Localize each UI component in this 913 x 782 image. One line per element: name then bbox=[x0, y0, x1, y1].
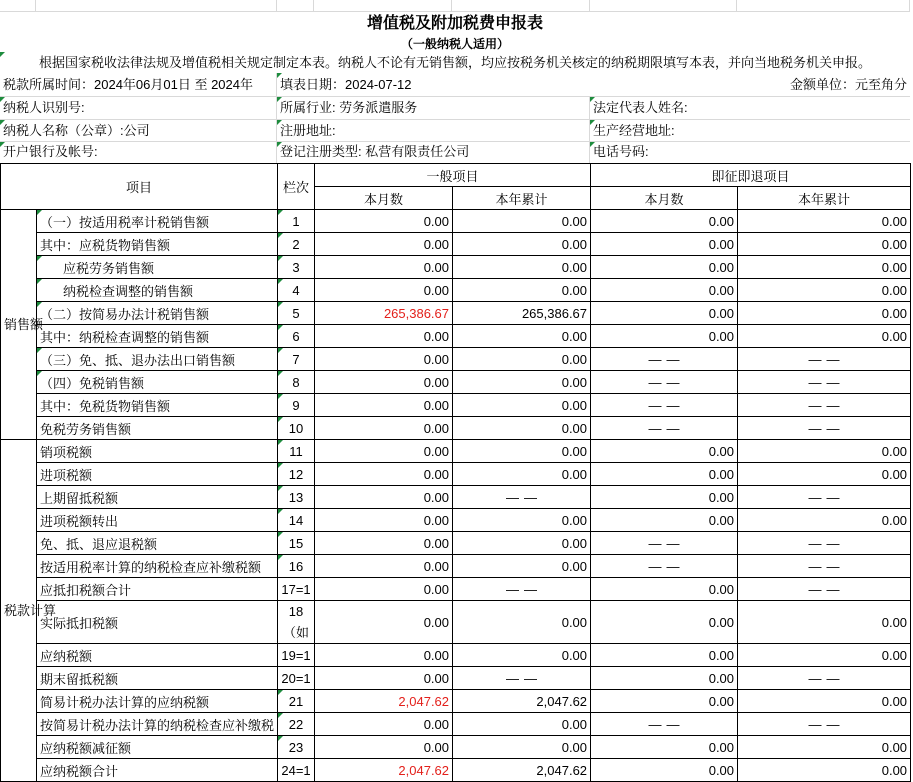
general-year-cell[interactable]: 0.00 bbox=[453, 463, 591, 486]
line-number: 14 bbox=[278, 509, 315, 532]
line-number: 23 bbox=[278, 736, 315, 759]
refund-month-cell[interactable]: —— bbox=[591, 348, 738, 371]
refund-month-cell[interactable]: 0.00 bbox=[591, 325, 738, 348]
refund-year-cell[interactable]: 0.00 bbox=[738, 233, 911, 256]
general-year-cell[interactable]: 0.00 bbox=[453, 279, 591, 302]
form-title: 增值税及附加税费申报表 bbox=[366, 15, 543, 32]
table-row bbox=[1, 667, 911, 690]
header-general-year: 本年累计 bbox=[453, 187, 591, 210]
item-label: 其中：免税货物销售额 bbox=[37, 394, 278, 417]
header-refund-year: 本年累计 bbox=[738, 187, 911, 210]
general-month-cell[interactable]: 0.00 bbox=[315, 736, 453, 759]
section-sales: 销售额 bbox=[1, 210, 37, 440]
refund-year-cell[interactable]: 0.00 bbox=[738, 509, 911, 532]
header-general: 一般项目 bbox=[315, 164, 591, 187]
general-month-cell[interactable]: 0.00 bbox=[315, 601, 453, 644]
line-number: 13 bbox=[278, 486, 315, 509]
table-row bbox=[1, 644, 911, 667]
table-row bbox=[1, 302, 911, 325]
general-month-cell[interactable]: 0.00 bbox=[315, 555, 453, 578]
refund-year-cell[interactable]: —— bbox=[738, 394, 911, 417]
table-row bbox=[1, 394, 911, 417]
item-label: （四）免税销售额 bbox=[37, 371, 278, 394]
line-number: 21 bbox=[278, 690, 315, 713]
general-year-cell[interactable]: 0.00 bbox=[453, 532, 591, 555]
refund-month-cell[interactable]: —— bbox=[591, 555, 738, 578]
refund-year-cell[interactable]: —— bbox=[738, 667, 911, 690]
refund-year-cell[interactable]: 0.00 bbox=[738, 644, 911, 667]
table-row bbox=[1, 371, 911, 394]
general-month-cell[interactable]: 0.00 bbox=[315, 509, 453, 532]
refund-month-cell[interactable]: 0.00 bbox=[591, 486, 738, 509]
spreadsheet-cell[interactable] bbox=[314, 0, 452, 12]
table-row bbox=[1, 463, 911, 486]
spreadsheet-cell[interactable] bbox=[590, 0, 737, 12]
table-row bbox=[1, 532, 911, 555]
amount-unit-cell: 金额单位：元至角分 bbox=[590, 73, 910, 97]
general-year-cell[interactable]: 0.00 bbox=[453, 736, 591, 759]
item-label: 免税劳务销售额 bbox=[37, 417, 278, 440]
general-month-cell[interactable]: 0.00 bbox=[315, 463, 453, 486]
refund-year-cell[interactable]: 0.00 bbox=[738, 256, 911, 279]
table-row bbox=[1, 325, 911, 348]
item-label: 应纳税额 bbox=[37, 644, 278, 667]
header-general-month: 本月数 bbox=[315, 187, 453, 210]
header-line-no: 栏次 bbox=[278, 164, 315, 210]
table-row bbox=[1, 233, 911, 256]
line-number: 8 bbox=[278, 371, 315, 394]
general-month-cell[interactable]: 0.00 bbox=[315, 233, 453, 256]
refund-month-cell[interactable]: 0.00 bbox=[591, 210, 738, 233]
general-month-cell[interactable]: 0.00 bbox=[315, 348, 453, 371]
refund-year-cell[interactable]: 0.00 bbox=[738, 690, 911, 713]
line-number: 4 bbox=[278, 279, 315, 302]
refund-year-cell[interactable]: —— bbox=[738, 486, 911, 509]
general-month-cell[interactable]: 2,047.62 bbox=[315, 690, 453, 713]
phone-cell[interactable]: 电话号码: bbox=[590, 142, 910, 163]
general-year-cell[interactable]: —— bbox=[453, 578, 591, 601]
general-month-cell[interactable]: 0.00 bbox=[315, 371, 453, 394]
item-label: 纳税检查调整的销售额 bbox=[37, 279, 278, 302]
refund-year-cell[interactable]: 0.00 bbox=[738, 279, 911, 302]
refund-month-cell[interactable]: 0.00 bbox=[591, 256, 738, 279]
bank-account-cell[interactable]: 开户银行及帐号: bbox=[0, 142, 277, 163]
line-number: 11 bbox=[278, 440, 315, 463]
refund-year-cell[interactable]: 0.00 bbox=[738, 325, 911, 348]
refund-month-cell[interactable]: 0.00 bbox=[591, 644, 738, 667]
refund-month-cell[interactable]: —— bbox=[591, 394, 738, 417]
table-row bbox=[1, 690, 911, 713]
spreadsheet-cell[interactable] bbox=[452, 0, 590, 12]
refund-year-cell[interactable]: 0.00 bbox=[738, 736, 911, 759]
line-number: 5 bbox=[278, 302, 315, 325]
line-number: 18（如 bbox=[278, 601, 315, 644]
item-label: （二）按简易办法计税销售额 bbox=[37, 302, 278, 325]
item-label: 其中：应税货物销售额 bbox=[37, 233, 278, 256]
general-month-cell[interactable]: 265,386.67 bbox=[315, 302, 453, 325]
line-number: 15 bbox=[278, 532, 315, 555]
general-month-cell[interactable]: 0.00 bbox=[315, 486, 453, 509]
tax-period-cell[interactable]: 税款所属时间：2024年06月01日 至 2024年 bbox=[0, 73, 277, 97]
general-year-cell[interactable]: 0.00 bbox=[453, 644, 591, 667]
spreadsheet-top-row bbox=[0, 0, 910, 12]
spreadsheet-cell[interactable] bbox=[277, 0, 314, 12]
reg-type-cell[interactable]: 登记注册类型: 私营有限责任公司 bbox=[277, 142, 590, 163]
general-month-cell[interactable]: 0.00 bbox=[315, 578, 453, 601]
item-label: （三）免、抵、退办法出口销售额 bbox=[37, 348, 278, 371]
refund-year-cell[interactable]: —— bbox=[738, 348, 911, 371]
general-month-cell[interactable]: 2,047.62 bbox=[315, 759, 453, 782]
refund-year-cell[interactable]: 0.00 bbox=[738, 210, 911, 233]
refund-month-cell[interactable]: 0.00 bbox=[591, 279, 738, 302]
item-label: 应纳税额合计 bbox=[37, 759, 278, 782]
general-month-cell[interactable]: 0.00 bbox=[315, 417, 453, 440]
line-number: 24=1 bbox=[278, 759, 315, 782]
refund-month-cell[interactable]: 0.00 bbox=[591, 601, 738, 644]
line-number: 22 bbox=[278, 713, 315, 736]
refund-year-cell[interactable]: —— bbox=[738, 578, 911, 601]
general-year-cell[interactable]: 0.00 bbox=[453, 601, 591, 644]
refund-month-cell[interactable]: —— bbox=[591, 371, 738, 394]
item-label: 销项税额 bbox=[37, 440, 278, 463]
refund-year-cell[interactable]: —— bbox=[738, 417, 911, 440]
header-immediate-refund: 即征即退项目 bbox=[591, 164, 911, 187]
legal-rep-cell[interactable]: 法定代表人姓名: bbox=[590, 97, 910, 120]
refund-year-cell[interactable]: —— bbox=[738, 532, 911, 555]
table-row bbox=[1, 279, 911, 302]
biz-address-cell[interactable]: 生产经营地址: bbox=[590, 120, 910, 142]
vat-return-table bbox=[0, 163, 911, 782]
general-year-cell[interactable]: 0.00 bbox=[453, 348, 591, 371]
line-number: 10 bbox=[278, 417, 315, 440]
general-year-cell[interactable]: 0.00 bbox=[453, 417, 591, 440]
general-year-cell[interactable]: 0.00 bbox=[453, 440, 591, 463]
item-label: 应纳税额减征额 bbox=[37, 736, 278, 759]
refund-month-cell[interactable]: 0.00 bbox=[591, 667, 738, 690]
general-year-cell[interactable]: 0.00 bbox=[453, 555, 591, 578]
header-refund-month: 本月数 bbox=[591, 187, 738, 210]
refund-month-cell[interactable]: —— bbox=[591, 713, 738, 736]
line-number: 19=1 bbox=[278, 644, 315, 667]
header-row bbox=[1, 164, 911, 187]
table-row bbox=[1, 736, 911, 759]
general-year-cell[interactable]: 0.00 bbox=[453, 509, 591, 532]
table-row bbox=[1, 759, 911, 782]
general-month-cell[interactable]: 0.00 bbox=[315, 325, 453, 348]
item-label: 按适用税率计算的纳税检查应补缴税额 bbox=[37, 555, 278, 578]
item-label: 进项税额转出 bbox=[37, 509, 278, 532]
table-row bbox=[1, 210, 911, 233]
refund-year-cell[interactable]: —— bbox=[738, 555, 911, 578]
line-number: 2 bbox=[278, 233, 315, 256]
item-label: 应税劳务销售额 bbox=[37, 256, 278, 279]
general-year-cell[interactable]: 2,047.62 bbox=[453, 759, 591, 782]
line-number: 17=1 bbox=[278, 578, 315, 601]
reg-address-cell[interactable]: 注册地址: bbox=[277, 120, 590, 142]
table-row bbox=[1, 440, 911, 463]
general-year-cell[interactable]: 0.00 bbox=[453, 371, 591, 394]
refund-month-cell[interactable]: 0.00 bbox=[591, 690, 738, 713]
general-month-cell[interactable]: 0.00 bbox=[315, 256, 453, 279]
item-label: 免、抵、退应退税额 bbox=[37, 532, 278, 555]
refund-year-cell[interactable]: 0.00 bbox=[738, 759, 911, 782]
refund-month-cell[interactable]: 0.00 bbox=[591, 440, 738, 463]
refund-year-cell[interactable]: —— bbox=[738, 371, 911, 394]
industry-cell[interactable]: 所属行业: 劳务派遣服务 bbox=[277, 97, 590, 120]
line-number: 7 bbox=[278, 348, 315, 371]
refund-month-cell[interactable]: —— bbox=[591, 532, 738, 555]
general-year-cell[interactable]: 2,047.62 bbox=[453, 690, 591, 713]
refund-year-cell[interactable]: 0.00 bbox=[738, 463, 911, 486]
refund-year-cell[interactable]: 0.00 bbox=[738, 440, 911, 463]
refund-year-cell[interactable]: —— bbox=[738, 713, 911, 736]
refund-month-cell[interactable]: 0.00 bbox=[591, 302, 738, 325]
line-number: 20=1 bbox=[278, 667, 315, 690]
general-year-cell[interactable]: 0.00 bbox=[453, 394, 591, 417]
refund-month-cell[interactable]: 0.00 bbox=[591, 578, 738, 601]
header-item: 项目 bbox=[1, 164, 278, 210]
line-number: 3 bbox=[278, 256, 315, 279]
fill-date-cell[interactable]: 填表日期：2024-07-12 bbox=[277, 73, 590, 97]
general-month-cell[interactable]: 0.00 bbox=[315, 440, 453, 463]
general-month-cell[interactable]: 0.00 bbox=[315, 713, 453, 736]
table-row bbox=[1, 256, 911, 279]
line-number: 1 bbox=[278, 210, 315, 233]
taxpayer-name-cell[interactable]: 纳税人名称（公章）:公司 bbox=[0, 120, 277, 142]
general-year-cell[interactable]: —— bbox=[453, 486, 591, 509]
table-row bbox=[1, 601, 911, 644]
refund-month-cell[interactable]: —— bbox=[591, 417, 738, 440]
section-tax-calc: 税款计算 bbox=[1, 440, 37, 782]
table-row bbox=[1, 555, 911, 578]
item-label: 上期留抵税额 bbox=[37, 486, 278, 509]
table-row bbox=[1, 578, 911, 601]
general-year-cell[interactable]: 0.00 bbox=[453, 210, 591, 233]
general-month-cell[interactable]: 0.00 bbox=[315, 667, 453, 690]
refund-year-cell[interactable]: 0.00 bbox=[738, 601, 911, 644]
refund-year-cell[interactable]: 0.00 bbox=[738, 302, 911, 325]
line-number: 12 bbox=[278, 463, 315, 486]
general-year-cell[interactable]: 265,386.67 bbox=[453, 302, 591, 325]
refund-month-cell[interactable]: 0.00 bbox=[591, 233, 738, 256]
item-label: （一）按适用税率计税销售额 bbox=[37, 210, 278, 233]
general-year-cell[interactable]: 0.00 bbox=[453, 713, 591, 736]
refund-month-cell[interactable]: 0.00 bbox=[591, 759, 738, 782]
table-row bbox=[1, 417, 911, 440]
spreadsheet-cell[interactable] bbox=[737, 0, 910, 12]
item-label: 按简易计税办法计算的纳税检查应补缴税 bbox=[37, 713, 278, 736]
table-row bbox=[1, 486, 911, 509]
item-label: 应抵扣税额合计 bbox=[37, 578, 278, 601]
general-month-cell[interactable]: 0.00 bbox=[315, 279, 453, 302]
refund-month-cell[interactable]: 0.00 bbox=[591, 463, 738, 486]
general-year-cell[interactable]: 0.00 bbox=[453, 256, 591, 279]
form-subtitle: （一般纳税人适用） bbox=[400, 37, 509, 51]
taxpayer-id-cell[interactable]: 纳税人识别号: bbox=[0, 97, 277, 120]
line-number: 9 bbox=[278, 394, 315, 417]
line-number: 16 bbox=[278, 555, 315, 578]
general-year-cell[interactable]: 0.00 bbox=[453, 233, 591, 256]
line-number: 6 bbox=[278, 325, 315, 348]
table-row bbox=[1, 509, 911, 532]
general-month-cell[interactable]: 0.00 bbox=[315, 210, 453, 233]
table-row bbox=[1, 348, 911, 371]
spreadsheet-cell[interactable] bbox=[0, 0, 36, 12]
form-intro: 根据国家税收法律法规及增值税相关规定制定本表。纳税人不论有无销售额，均应按税务机关核定的纳税期限填写本表，并向当地税务机关申报。 bbox=[0, 52, 910, 73]
spreadsheet-cell[interactable] bbox=[36, 0, 277, 12]
general-month-cell[interactable]: 0.00 bbox=[315, 644, 453, 667]
item-label: 进项税额 bbox=[37, 463, 278, 486]
item-label: 其中：纳税检查调整的销售额 bbox=[37, 325, 278, 348]
refund-month-cell[interactable]: 0.00 bbox=[591, 509, 738, 532]
item-label: 实际抵扣税额 bbox=[37, 601, 278, 644]
general-month-cell[interactable]: 0.00 bbox=[315, 394, 453, 417]
table-row bbox=[1, 713, 911, 736]
general-year-cell[interactable]: —— bbox=[453, 667, 591, 690]
item-label: 简易计税办法计算的应纳税额 bbox=[37, 690, 278, 713]
item-label: 期末留抵税额 bbox=[37, 667, 278, 690]
general-year-cell[interactable]: 0.00 bbox=[453, 325, 591, 348]
refund-month-cell[interactable]: 0.00 bbox=[591, 736, 738, 759]
general-month-cell[interactable]: 0.00 bbox=[315, 532, 453, 555]
